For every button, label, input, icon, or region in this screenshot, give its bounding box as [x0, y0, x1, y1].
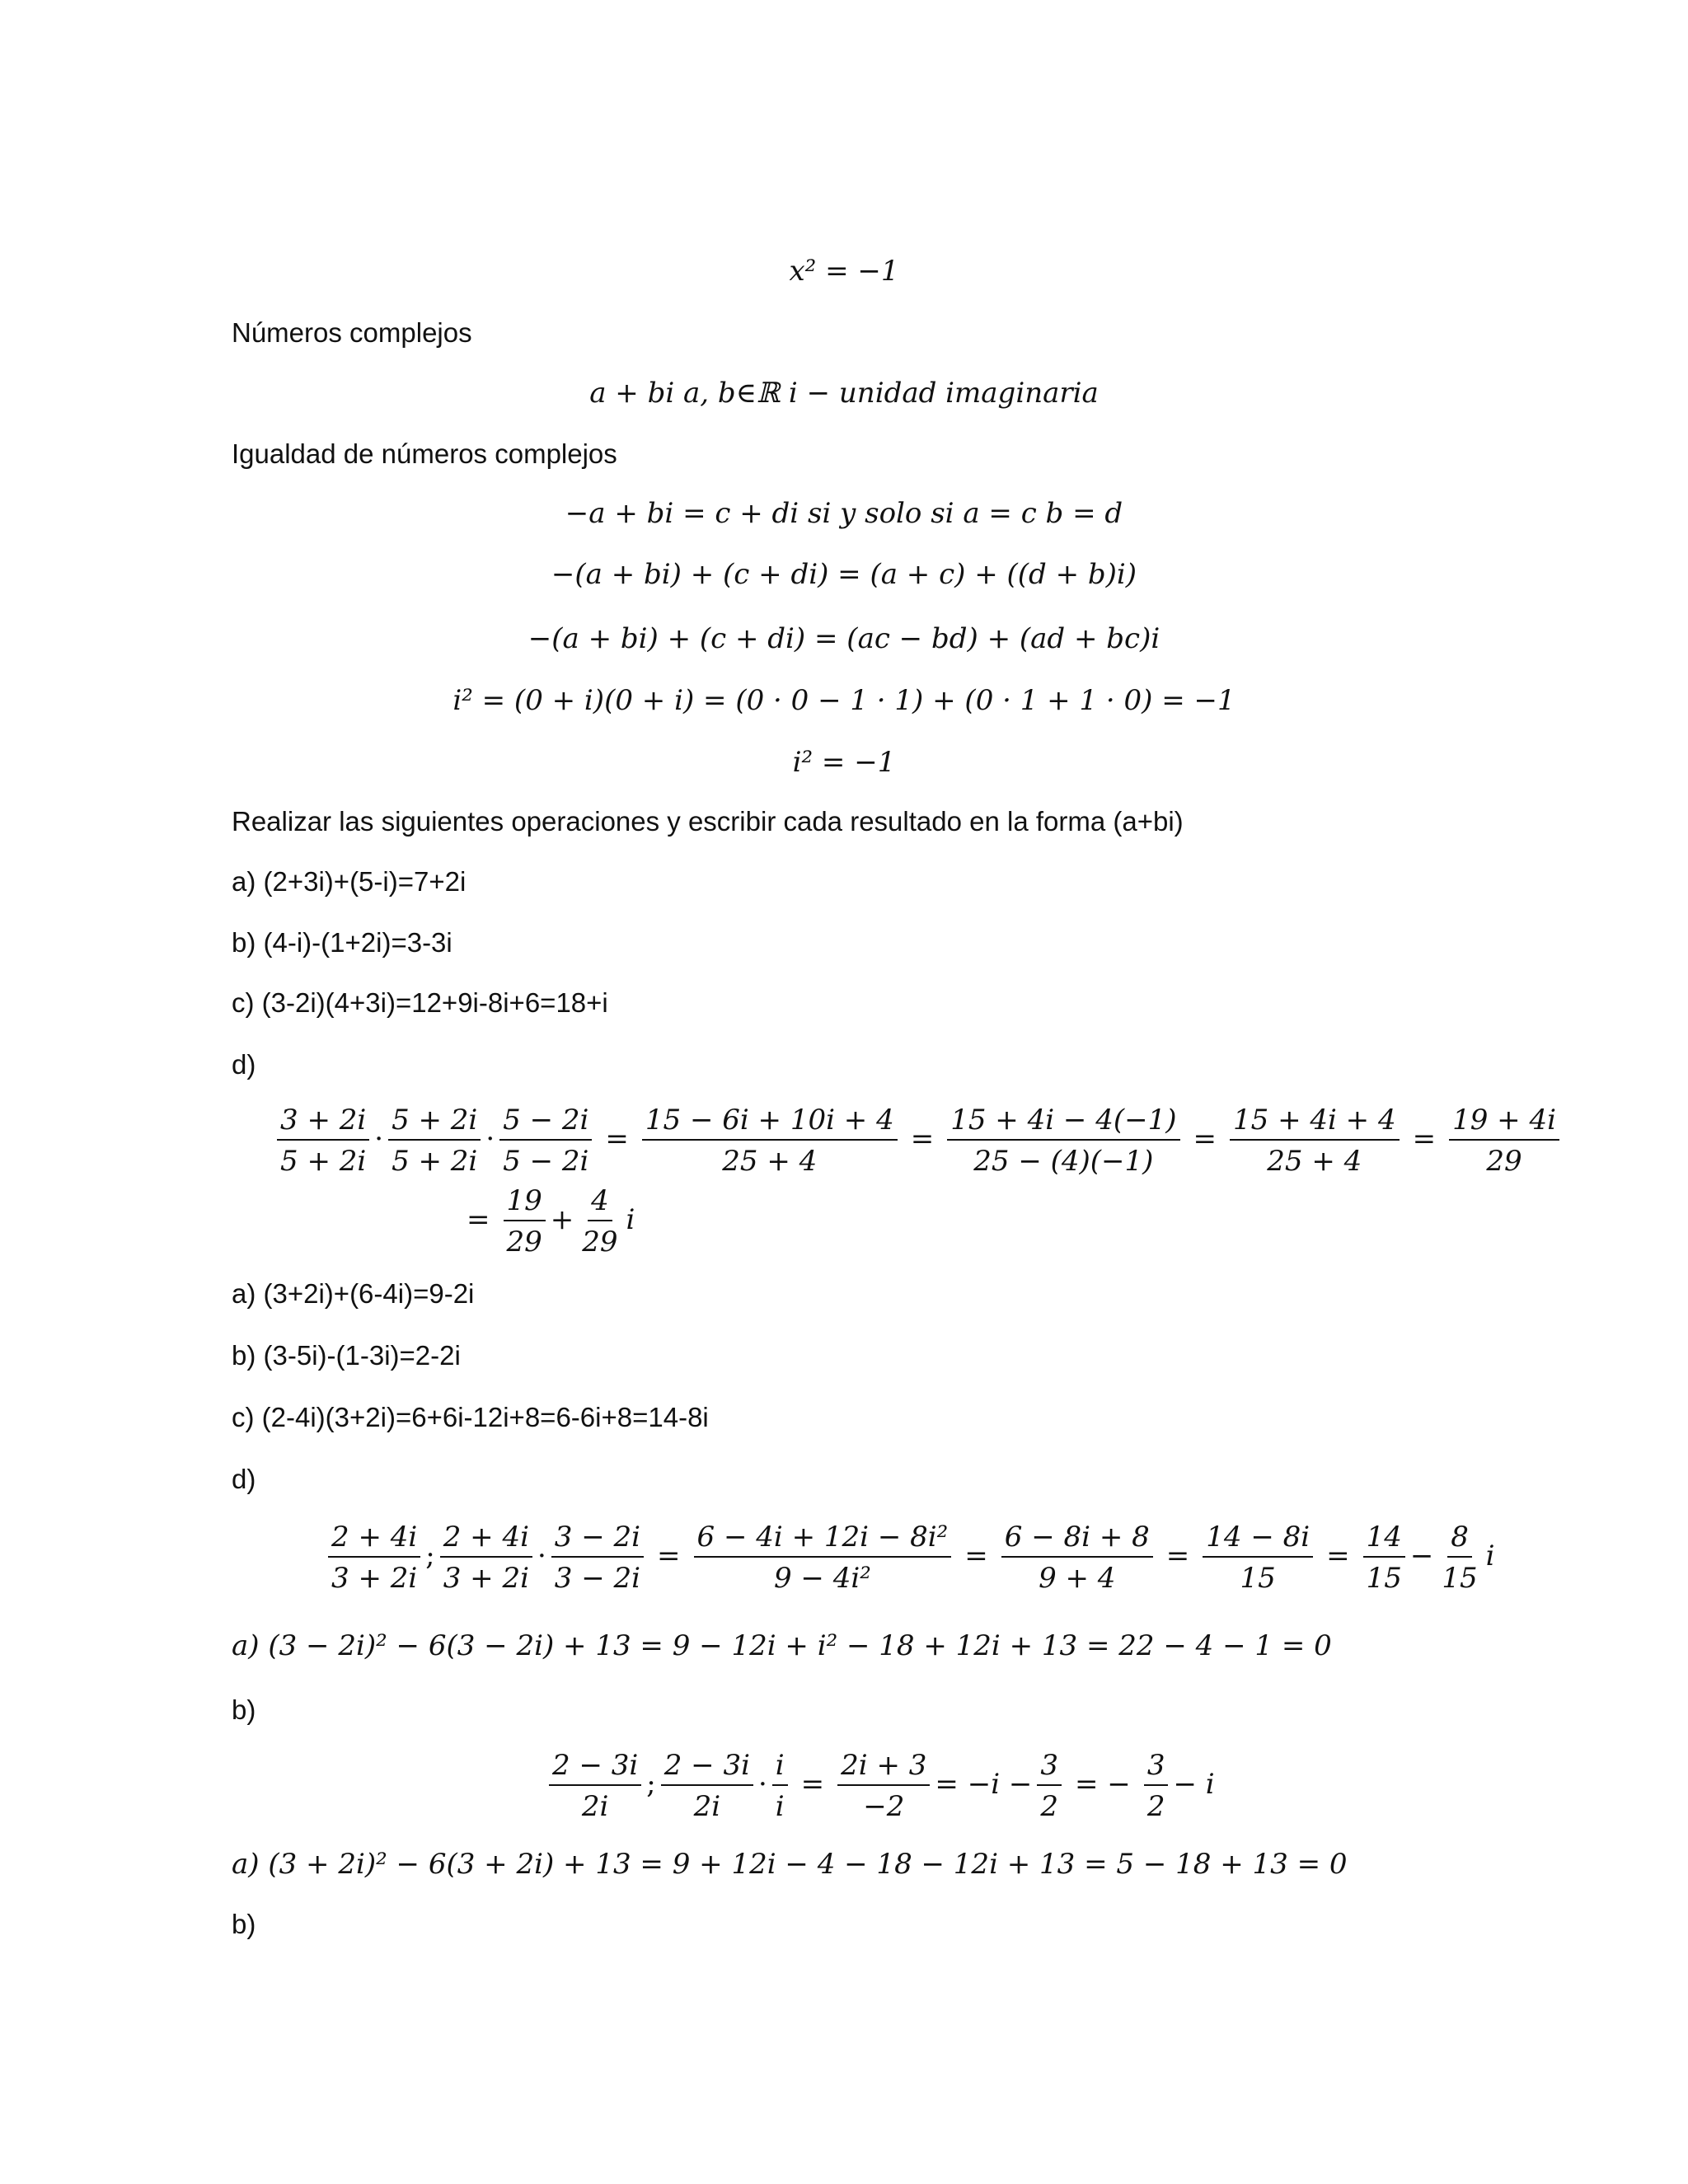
equality-equation: −a + bi = c + di si y solo si a = c b = d — [565, 497, 1123, 530]
exercise-4a: a) (3 + 2i)² − 6(3 + 2i) + 13 = 9 + 12i − 4 − 18 − 12i + 13 = 5 − 18 + 13 = 0 — [232, 1848, 1348, 1881]
section-title-equality: Igualdad de números complejos — [232, 438, 617, 469]
exercise-1d-label: d) — [232, 1049, 256, 1080]
exercise-1c: c) (3-2i)(4+3i)=12+9i-8i+6=18+i — [232, 987, 608, 1018]
product-equation: −(a + bi) + (c + di) = (ac − bd) + (ad + bc)i — [528, 622, 1160, 655]
exercise-4b-label: b) — [232, 1909, 256, 1939]
exercise-2c: c) (2-4i)(3+2i)=6+6i-12i+8=6-6i+8=14-8i — [232, 1402, 709, 1432]
exercise-2b: b) (3-5i)-(1-3i)=2-2i — [232, 1340, 461, 1371]
section-title-complex-numbers: Números complejos — [232, 317, 472, 348]
division-chain-1: $\frac{3 + 2i}{5 + 2i}$ · $\frac{5 + 2i}{5 + 2i}$ · $\frac{5 - 2i}{5 - 2i}$ = $\frac{15 - 6i + 10i + 4}{25 + 4}$ = $\frac{15 + 4i - 4(-1)}{25 - (4)(-1)}$ = $\frac{15 + 4i + 4}{25 + 4}$ = $\frac{19 + 4i}{29}$ — [272, 1106, 1564, 1175]
instructions-text: Realizar las siguientes operaciones y escribir cada resultado en la forma (a+bi) — [232, 806, 1184, 837]
sum-equation: −(a + bi) + (c + di) = (a + c) + ((d + b)i) — [551, 558, 1137, 591]
exercise-2d-label: d) — [232, 1464, 256, 1494]
i-squared-derivation: i² = (0 + i)(0 + i) = (0 · 0 − 1 · 1) + (0 · 1 + 1 · 0) = −1 — [452, 684, 1236, 717]
exercise-2a: a) (3+2i)+(6-4i)=9-2i — [232, 1278, 475, 1309]
division-chain-3: $\frac{2 - 3i}{2i}$ ; $\frac{2 - 3i}{2i}$ · $\frac{i}{i}$ = $\frac{2i + 3}{-2}$ = −i − $\frac{3}{2}$ = − $\frac{3}{2}$ − i — [544, 1751, 1215, 1821]
exercise-1b: b) (4-i)-(1+2i)=3-3i — [232, 927, 452, 958]
header-equation: x² = −1 — [789, 255, 899, 288]
exercise-3b-label: b) — [232, 1694, 256, 1725]
exercise-1a: a) (2+3i)+(5-i)=7+2i — [232, 866, 467, 897]
complex-definition-equation: a + bi a, b∈ℝ i − unidad imaginaria — [589, 377, 1099, 410]
i-squared-result: i² = −1 — [792, 746, 896, 779]
exercise-3a: a) (3 − 2i)² − 6(3 − 2i) + 13 = 9 − 12i + i² − 18 + 12i + 13 = 22 − 4 − 1 = 0 — [232, 1629, 1332, 1662]
division-chain-2: $\frac{2 + 4i}{3 + 2i}$ ; $\frac{2 + 4i}{3 + 2i}$ · $\frac{3 - 2i}{3 - 2i}$ = $\frac{\text{6 − 4i + 12i − 8i²}}{\text{9 − 4i²}}$ = $\frac{6 - 8i + 8}{9 + 4}$ = $\frac{14 - 8i}{15}$ = $\frac{14}{15}$ − $\frac{8}{15}$ i — [323, 1523, 1495, 1592]
division-chain-1-result: = $\frac{19}{29}$ + $\frac{4}{29}$ i — [467, 1184, 635, 1258]
